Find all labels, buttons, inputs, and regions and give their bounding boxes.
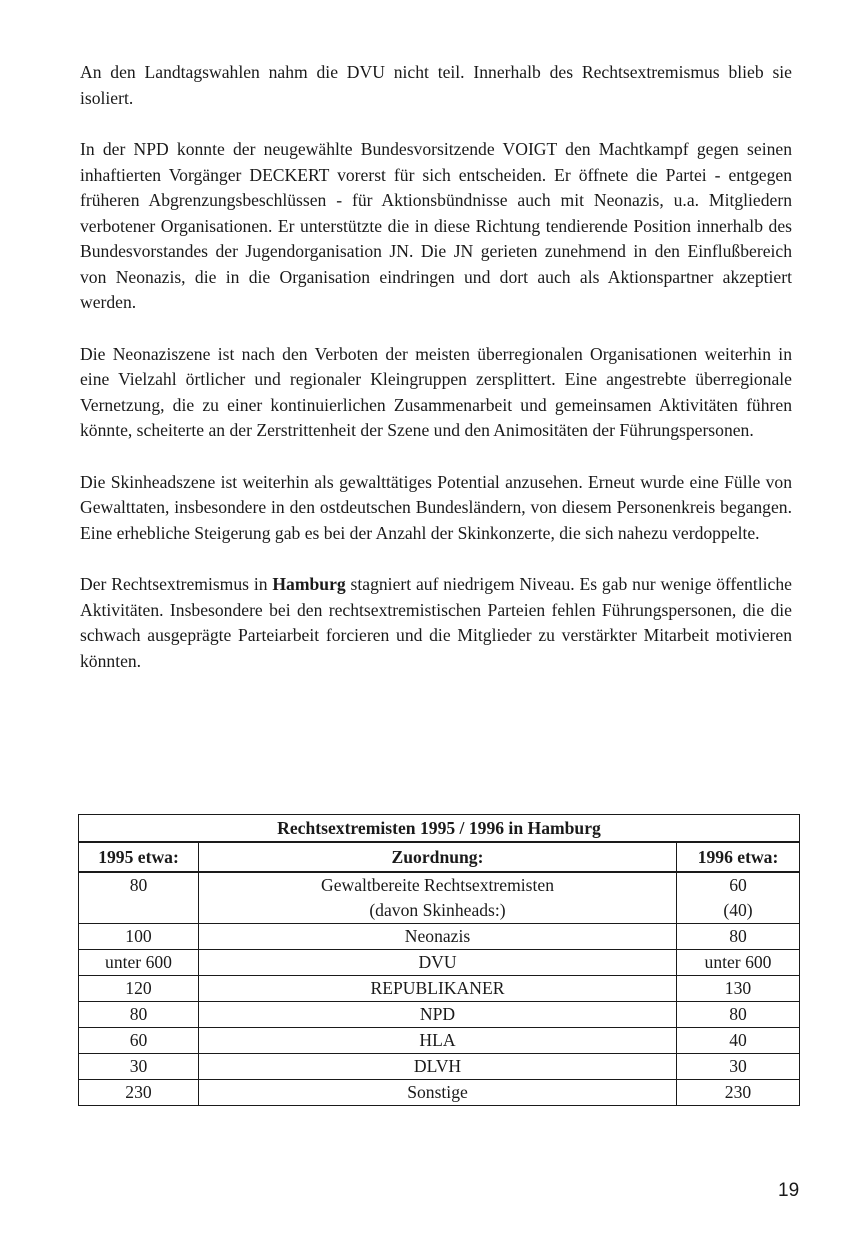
cell-zuordnung: Gewaltbereite Rechtsextremisten [199,872,677,898]
cell-1996: unter 600 [677,950,800,976]
cell-1995: 230 [79,1080,199,1106]
cell-1995 [79,898,199,924]
body-text [80,60,792,700]
cell-zuordnung: (davon Skinheads:) [199,898,677,924]
cell-1996: 80 [677,924,800,950]
table-row [79,898,800,924]
cell-zuordnung: Neonazis [199,924,677,950]
hamburg-emphasis: Hamburg [272,574,346,594]
paragraph-hamburg: Der Rechtsextremismus in Hamburg stagniert auf niedrigem Niveau. Es gab nur wenige öffentliche Aktivitäten. Insbesondere bei den rechtsextremistischen Parteien fehlen Führungspersonen, die die schwach ausgeprägte Parteiarbeit forcieren und die Mitglieder zu verstärkter Mitarbeit motivieren könnten. [80,574,792,671]
cell-1996: (40) [677,898,800,924]
cell-1996: 80 [677,1002,800,1028]
table-row [79,1028,800,1054]
table-row [79,1002,800,1028]
cell-1995: 100 [79,924,199,950]
cell-1995: 120 [79,976,199,1002]
cell-zuordnung: DVU [199,950,677,976]
table-title: Rechtsextremisten 1995 / 1996 in Hamburg [79,815,800,843]
cell-1995: 80 [79,1002,199,1028]
page-number: 19 [778,1180,800,1201]
table-row [79,950,800,976]
paragraph-dvu: An den Landtagswahlen nahm die DVU nicht teil. Innerhalb des Rechtsextremismus blieb sie isoliert. [80,62,792,108]
header-1995: 1995 etwa: [79,842,199,872]
paragraph-skinheadszene: Die Skinheadszene ist weiterhin als gewalttätiges Potential anzusehen. Erneut wurde eine Fülle von Gewalttaten, insbesondere in den ostdeutschen Bundesländern, von diesem Personenkreis begangen. Eine erhebliche Steigerung gab es bei der Anzahl der Skinkonzerte, die sich nahezu verdoppelte. [80,471,792,543]
header-zuordnung: Zuordnung: [199,842,677,872]
table-row [79,1054,800,1080]
cell-zuordnung: NPD [199,1002,677,1028]
cell-1995: unter 600 [79,950,199,976]
cell-1996: 130 [677,976,800,1002]
statistics-table [78,814,800,1106]
cell-zuordnung: HLA [199,1028,677,1054]
cell-1996: 40 [677,1028,800,1054]
table-row [79,924,800,950]
cell-zuordnung: REPUBLIKANER [199,976,677,1002]
table-title-row [79,815,800,843]
cell-1995: 30 [79,1054,199,1080]
paragraph-npd: In der NPD konnte der neugewählte Bundesvorsitzende VOIGT den Machtkampf gegen seinen inhaftierten Vorgänger DECKERT vorerst für sich entscheiden. Er öffnete die Partei - entgegen früheren Abgrenzungsbeschlüssen - für Aktionsbündnisse auch mit Neonazis, u.a. Mitgliedern verbotener Organisationen. Er unterstützte die in diese Richtung tendierende Position innerhalb des Bundesvorstandes der Jugendorganisation JN. Die JN gerieten zunehmend in den Einflußbereich von Neonazis, die in die Organisation eindringen und dort auch als Aktionspartner akzeptiert werden. [80,139,792,312]
paragraph-neonaziszene: Die Neonaziszene ist nach den Verboten der meisten überregionalen Organisationen weiterhin in eine Vielzahl örtlicher und regionaler Kleingruppen zersplittert. Eine angestrebte überregionale Vernetzung, die zu einer kontinuierlichen Zusammenarbeit und gemeinsamen Aktivitäten führen könnte, scheiterte an der Zerstrittenheit der Szene und den Animositäten der Führungspersonen. [80,343,792,440]
header-1996: 1996 etwa: [677,842,800,872]
cell-1996: 30 [677,1054,800,1080]
cell-1995: 80 [79,872,199,898]
cell-zuordnung: DLVH [199,1054,677,1080]
cell-zuordnung: Sonstige [199,1080,677,1106]
cell-1996: 60 [677,872,800,898]
table-row [79,976,800,1002]
cell-1995: 60 [79,1028,199,1054]
table-row [79,872,800,898]
table-header-row [79,842,800,872]
cell-1996: 230 [677,1080,800,1106]
table-row [79,1080,800,1106]
